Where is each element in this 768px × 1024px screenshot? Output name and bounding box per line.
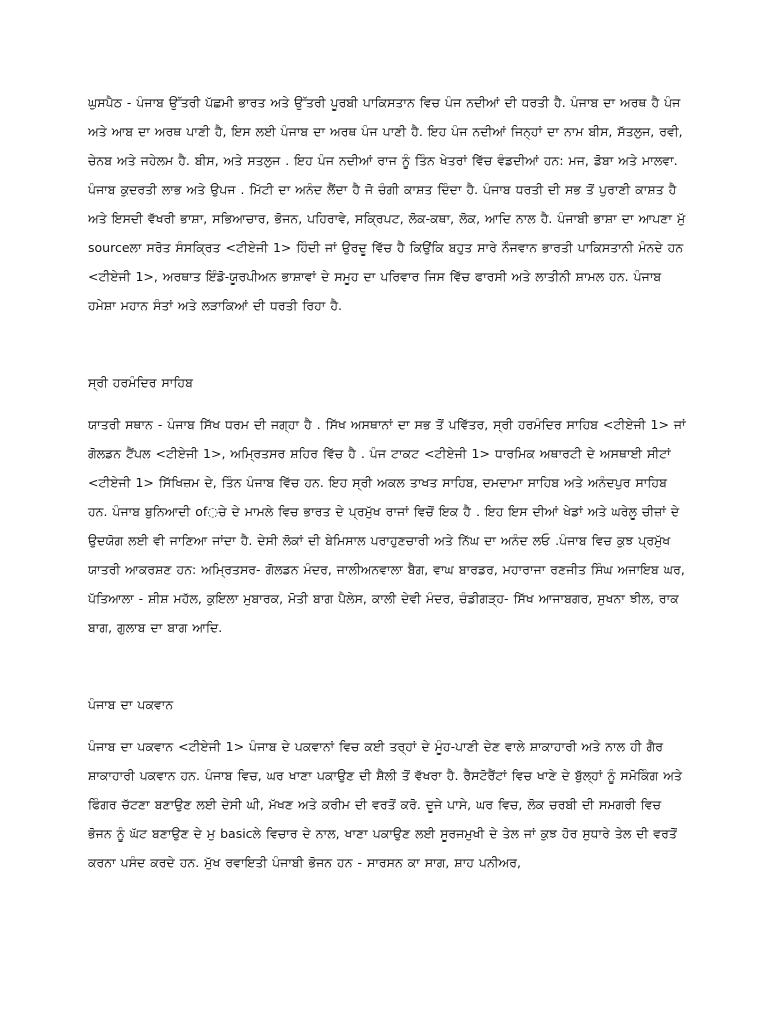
intro-paragraph: ਘੁਸਪੈਠ - ਪੰਜਾਬ ਉੱਤਰੀ ਪੱਛਮੀ ਭਾਰਤ ਅਤੇ ਉੱਤਰੀ ਪੂਰਬੀ ਪਾਕਿਸਤਾਨ ਵਿਚ ਪੰਜ ਨਦੀਆਂ ਦੀ ਧਰਤੀ ਹੈ. ਪੰਜਾਬ ਦਾ ਅਰਥ ਹੈ ਪੰਜ ਅਤੇ ਆਬ ਦਾ ਅਰਥ ਪਾਣੀ ਹੈ, ਇਸ ਲਈ ਪੰਜਾਬ ਦਾ ਅਰਥ ਪੰਜ ਪਾਣੀ ਹੈ. ਇਹ ਪੰਜ ਨਦੀਆਂ ਜਿਨ੍ਹਾਂ ਦਾ ਨਾਮ ਬੀਸ, ਸੱਤਲੁਜ, ਰਵੀ, ਚੇਨਬ ਅਤੇ ਜਹੇਲਮ ਹੈ. ਬੀਸ, ਅਤੇ ਸਤਲੁਜ . ਇਹ ਪੰਜ ਨਦੀਆਂ ਰਾਜ ਨੂੰ ਤਿੰਨ ਖੇਤਰਾਂ ਵਿੱਚ ਵੰਡਦੀਆਂ ਹਨ: ਮਜ, ਡੋਬਾ ਅਤੇ ਮਾਲਵਾ. ਪੰਜਾਬ ਕੁਦਰਤੀ ਲਾਭ ਅਤੇ ਉਪਜ . ਮਿੱਟੀ ਦਾ ਅਨੰਦ ਲੈਂਦਾ ਹੈ ਜੋ ਚੰਗੀ ਕਾਸ਼ਤ ਦਿੰਦਾ ਹੈ. ਪੰਜਾਬ ਧਰਤੀ ਦੀ ਸਭ ਤੋਂ ਪੁਰਾਣੀ ਕਾਸ਼ਤ ਹੈ ਅਤੇ ਇਸਦੀ ਵੱਖਰੀ ਭਾਸ਼ਾ, ਸਭਿਆਚਾਰ, ਭੋਜਨ, ਪਹਿਰਾਵੇ, ਸਕ੍ਰਿਪਟ, ਲੋਕ-ਕਥਾ, ਲੋਕ, ਆਦਿ ਨਾਲ ਹੈ. ਪੰਜਾਬੀ ਭਾਸ਼ਾ ਦਾ ਆਪਣਾ ਮੁੱ sourceਲਾ ਸਰੋਤ ਸੰਸਕ੍ਰਿਤ <ਟੀਏਜੀ 1> ਹਿੰਦੀ ਜਾਂ ਉਰਦੂ ਵਿੱਚ ਹੈ ਕਿਉਂਕਿ ਬਹੁਤ ਸਾਰੇ ਨੌਜਵਾਨ ਭਾਰਤੀ ਪਾਕਿਸਤਾਨੀ ਮੰਨਦੇ ਹਨ <ਟੀਏਜੀ 1>, ਅਰਥਾਤ ਇੰਡੋ-ਯੂਰਪੀਅਨ ਭਾਸ਼ਾਵਾਂ ਦੇ ਸਮੂਹ ਦਾ ਪਰਿਵਾਰ ਜਿਸ ਵਿੱਚ ਫਾਰਸੀ ਅਤੇ ਲਾਤੀਨੀ ਸ਼ਾਮਲ ਹਨ. ਪੰਜਾਬ ਹਮੇਸ਼ਾ ਮਹਾਨ ਸੰਤਾਂ ਅਤੇ ਲੜਾਕਿਆਂ ਦੀ ਧਰਤੀ ਰਿਹਾ ਹੈ. — [88, 95, 686, 313]
section-heading-harmandir-sahib: ਸ੍ਰੀ ਹਰਮੰਦਿਰ ਸਾਹਿਬ — [88, 375, 193, 390]
section-heading-punjab-cuisine: ਪੰਜਾਬ ਦਾ ਪਕਵਾਨ — [88, 697, 174, 712]
section-paragraph-cuisine: ਪੰਜਾਬ ਦਾ ਪਕਵਾਨ <ਟੀਏਜੀ 1> ਪੰਜਾਬ ਦੇ ਪਕਵਾਨਾਂ ਵਿਚ ਕਈ ਤਰ੍ਹਾਂ ਦੇ ਮੂੰਹ-ਪਾਣੀ ਦੇਣ ਵਾਲੇ ਸ਼ਾਕਾਹਾਰੀ ਅਤੇ ਨਾਲ ਹੀ ਗੈਰ ਸ਼ਾਕਾਹਾਰੀ ਪਕਵਾਨ ਹਨ. ਪੰਜਾਬ ਵਿਚ, ਘਰ ਖਾਣਾ ਪਕਾਉਣ ਦੀ ਸ਼ੈਲੀ ਤੋਂ ਵੱਖਰਾ ਹੈ. ਰੈਸਟੋਰੈਂਟਾਂ ਵਿਚ ਖਾਣੇ ਦੇ ਬੁੱਲ੍ਹਾਂ ਨੂੰ ਸਮੋਕਿੰਗ ਅਤੇ ਫਿੰਗਰ ਚੱਟਣਾ ਬਣਾਉਣ ਲਈ ਦੇਸੀ ਘੀ, ਮੱਖਣ ਅਤੇ ਕਰੀਮ ਦੀ ਵਰਤੋਂ ਕਰੋ. ਦੂਜੇ ਪਾਸੇ, ਘਰ ਵਿਚ, ਲੋਕ ਚਰਬੀ ਦੀ ਸਮਗਰੀ ਵਿਚ ਭੋਜਨ ਨੂੰ ਘੱਟ ਬਣਾਉਣ ਦੇ ਮੁ basicਲੇ ਵਿਚਾਰ ਦੇ ਨਾਲ, ਖਾਣਾ ਪਕਾਉਣ ਲਈ ਸੂਰਜਮੁਖੀ ਦੇ ਤੇਲ ਜਾਂ ਕੁਝ ਹੋਰ ਸੁਧਾਰੇ ਤੇਲ ਦੀ ਵਰਤੋਂ ਕਰਨਾ ਪਸੰਦ ਕਰਦੇ ਹਨ. ਮੁੱਖ ਰਵਾਇਤੀ ਪੰਜਾਬੀ ਭੋਜਨ ਹਨ - ਸਾਰਸਨ ਕਾ ਸਾਗ, ਸ਼ਾਹ ਪਨੀਅਰ, — [88, 739, 682, 870]
section-paragraph-pilgrim-places: ਯਾਤਰੀ ਸਥਾਨ - ਪੰਜਾਬ ਸਿੱਖ ਧਰਮ ਦੀ ਜਗ੍ਹਾ ਹੈ . ਸਿੱਖ ਅਸਥਾਨਾਂ ਦਾ ਸਭ ਤੋਂ ਪਵਿੱਤਰ, ਸ੍ਰੀ ਹਰਮੰਦਿਰ ਸਾਹਿਬ <ਟੀਏਜੀ 1> ਜਾਂ ਗੋਲਡਨ ਟੈਂਪਲ <ਟੀਏਜੀ 1>, ਅਮ੍ਰਿਤਸਰ ਸ਼ਹਿਰ ਵਿੱਚ ਹੈ . ਪੰਜ ਟਾਕਟ <ਟੀਏਜੀ 1> ਧਾਰਮਿਕ ਅਥਾਰਟੀ ਦੇ ਅਸਥਾਈ ਸੀਟਾਂ <ਟੀਏਜੀ 1> ਸਿੱਖਿਜ਼ਮ ਦੇ, ਤਿੰਨ ਪੰਜਾਬ ਵਿੱਚ ਹਨ. ਇਹ ਸ੍ਰੀ ਅਕਲ ਤਾਖਤ ਸਾਹਿਬ, ਦਮਦਾਮਾ ਸਾਹਿਬ ਅਤੇ ਅਨੰਦਪੁਰ ਸਾਹਿਬ ਹਨ. ਪੰਜਾਬ ਬੁਨਿਆਦੀ of◌ਚੇ ਦੇ ਮਾਮਲੇ ਵਿਚ ਭਾਰਤ ਦੇ ਪ੍ਰਮੁੱਖ ਰਾਜਾਂ ਵਿਚੋਂ ਇਕ ਹੈ . ਇਹ ਇਸ ਦੀਆਂ ਖੇਡਾਂ ਅਤੇ ਘਰੇਲੂ ਚੀਜ਼ਾਂ ਦੇ ਉਦਯੋਗ ਲਈ ਵੀ ਜਾਣਿਆ ਜਾਂਦਾ ਹੈ. ਦੇਸੀ ਲੋਕਾਂ ਦੀ ਬੇਮਿਸਾਲ ਪਰਾਹੁਣਚਾਰੀ ਅਤੇ ਨਿੱਘ ਦਾ ਅਨੰਦ ਲਓ .ਪੰਜਾਬ ਵਿਚ ਕੁਝ ਪ੍ਰਮੁੱਖ ਯਾਤਰੀ ਆਕਰਸ਼ਣ ਹਨ: ਅਮ੍ਰਿਤਸਰ- ਗੋਲਡਨ ਮੰਦਰ, ਜਾਲੀਅਨਵਾਲਾ ਬੈਗ, ਵਾਘ ਬਾਰਡਰ, ਮਹਾਰਾਜਾ ਰਣਜੀਤ ਸਿੰਘ ਅਜਾਇਬ ਘਰ, ਪੱਤਿਆਲਾ - ਸ਼ੀਸ਼ ਮਹੱਲ, ਕੁਇਲਾ ਮੁਬਾਰਕ, ਮੋਤੀ ਬਾਗ ਪੈਲੇਸ, ਕਾਲੀ ਦੇਵੀ ਮੰਦਰ, ਚੰਡੀਗੜ੍ਹ- ਸਿੱਖ ਆਜਾਬਗਰ, ਸੁਖਨਾ ਝੀਲ, ਰਾਕ ਬਾਗ, ਗੁਲਾਬ ਦਾ ਬਾਗ ਆਦਿ. — [88, 417, 686, 635]
